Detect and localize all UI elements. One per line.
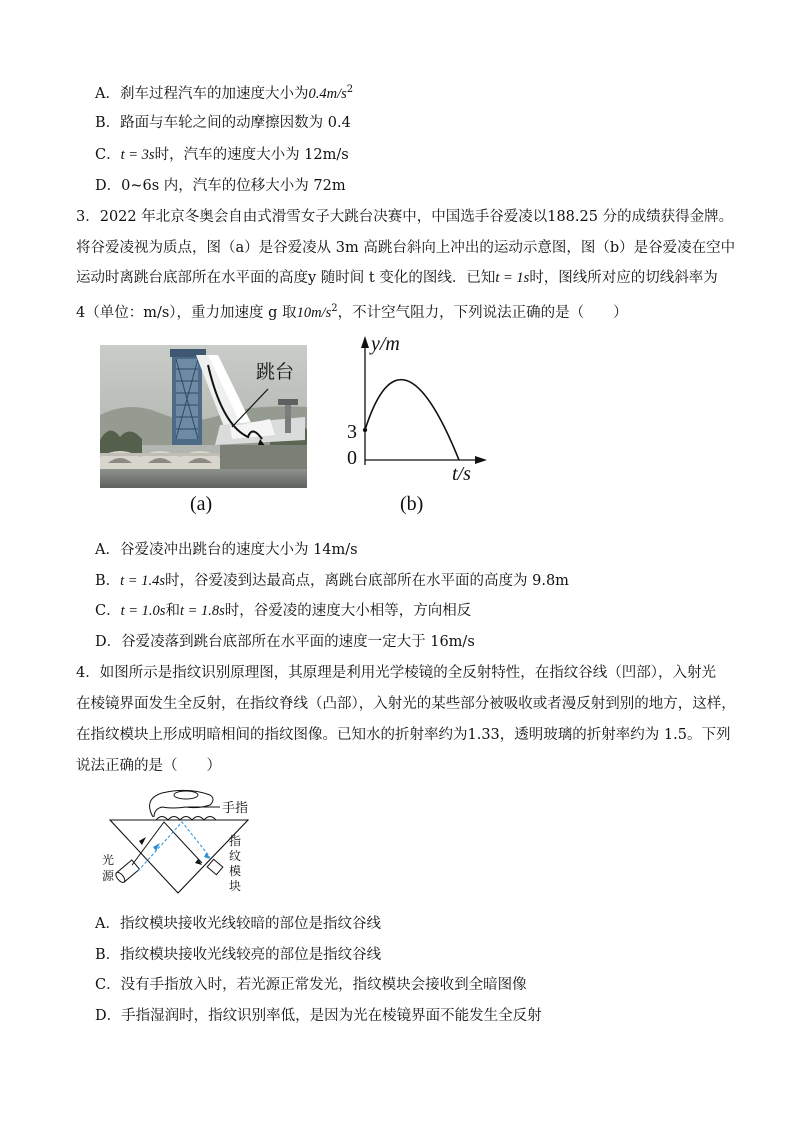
q3-stem-line-4-pre: 4（单位：m/s），重力加速度 g 取 [76,304,297,321]
height-time-graph [335,330,495,490]
prism [110,820,248,893]
q3-stem-line-4-sup: 2 [331,303,338,314]
q3-option-b-prefix: B． [95,573,121,589]
fingerprint-prism-diagram [98,785,268,900]
module-label-4: 块 [229,879,242,893]
q3-option-b-math: t = 1.4s [120,573,165,589]
q3-option-c-mid: 和 [165,603,180,619]
q2-option-c-prefix: C． [95,147,121,163]
module-label-3: 模 [229,864,242,878]
q3-option-c-math-2: t = 1.8s [179,603,225,619]
jump-platform-callout: 跳台 [256,361,295,383]
fingerprint-module [207,859,223,874]
q3-option-c-math-1: t = 1.0s [120,603,166,619]
q4-option-b: B．指纹模块接收光线较亮的部位是指纹谷线 [95,947,382,963]
q3-stem-line-4-post: ，不计空气阻力，下列说法正确的是（ ） [337,304,628,321]
y-axis-label: y/m [371,333,400,355]
q2-option-c [95,145,349,165]
q3-stem-line-4-math: 10m/s [296,304,332,321]
light-ray-arrow-up [139,837,146,845]
x-axis-label: t/s [452,463,471,485]
q3-option-c-text: 时，谷爱凌的速度大小相等，方向相反 [224,603,472,619]
q3-option-c-prefix: C． [95,603,121,619]
q2-option-b: B．路面与车轮之间的动摩擦因数为 0.4 [95,115,351,131]
module-label-1: 指 [229,834,242,848]
q2-option-a-text: A．刹车过程汽车的加速度大小为 [95,85,309,102]
q3-option-b-text: 时，谷爱凌到达最高点，离跳台底部所在水平面的高度为 9.8m [165,573,569,589]
q4-option-c: C．没有手指放入时，若光源正常发光，指纹模块会接收到全暗图像 [95,977,527,993]
y-axis-arrow [361,336,369,348]
q3-option-c [95,601,471,621]
q3-stem-line-3-pre: 运动时离跳台底部所在水平面的高度y 随时间 t 变化的图线．已知 [76,270,496,286]
q4-stem-line-2: 在棱镜界面发生全反射，在指纹脊线（凸部），入射光的某些部分被吸收或者漫反射到别的地方，这样， [76,696,736,712]
q2-option-d: D．0~6s 内，汽车的位移大小为 72m [95,178,346,194]
q3-stem-line-3-post: 时，图线所对应的切线斜率为 [529,270,718,286]
q2-option-c-text: 时，汽车的速度大小为 12m/s [154,147,349,163]
q3-stem-line-2: 将谷爱凌视为质点，图（a）是谷爱凌从 3m 高跳台斜向上冲出的运动示意图，图（b）是谷爱凌在空中 [76,240,736,256]
ski-jump-photo [100,345,307,488]
module-label-2: 纹 [229,849,242,863]
light-source-label-2: 源 [102,869,115,883]
q3-stem-line-3 [76,268,718,288]
light-source-label-1: 光 [102,853,115,867]
q3-option-a: A．谷爱凌冲出跳台的速度大小为 14m/s [95,542,358,558]
start-point [363,428,367,432]
finger-label: 手指 [222,801,249,816]
q3-stem-line-4 [76,299,628,323]
light-source [114,860,139,884]
q3-stem-line-3-math: t = 1s [495,270,530,286]
q3-stem-line-1: 3．2022 年北京冬奥会自由式滑雪女子大跳台决赛中，中国选手谷爱凌以188.25 分的成绩获得金牌。 [76,209,734,225]
y-tick-3: 3 [347,421,357,443]
q4-option-a: A．指纹模块接收光线较暗的部位是指纹谷线 [95,916,381,932]
figure-b-label: (b) [400,493,424,515]
q3-option-b [95,571,569,591]
q2-option-a-math: 0.4m/s [308,85,347,102]
x-axis-arrow [475,456,487,464]
q2-option-a [95,80,353,104]
q2-option-a-sup: 2 [346,84,354,95]
trajectory-curve [365,380,459,460]
q4-stem-line-4: 说法正确的是（ ） [76,758,221,774]
q4-option-d: D．手指湿润时，指纹识别率低，是因为光在棱镜界面不能发生全反射 [95,1008,542,1024]
figure-a-label: (a) [190,493,213,515]
fingernail [174,791,198,799]
q2-option-c-math: t = 3s [120,147,155,163]
origin-label: 0 [347,447,357,469]
finger-outline [150,790,213,817]
q4-stem-line-1: 4．如图所示是指纹识别原理图，其原理是利用光学棱镜的全反射特性，在指纹谷线（凹部），入射光 [76,665,716,681]
q3-option-d: D．谷爱凌落到跳台底部所在水平面的速度一定大于 16m/s [95,634,475,650]
q4-stem-line-3: 在指纹模块上形成明暗相间的指纹图像。已知水的折射率约为1.33，透明玻璃的折射率约为 1.5。下列 [76,727,731,743]
